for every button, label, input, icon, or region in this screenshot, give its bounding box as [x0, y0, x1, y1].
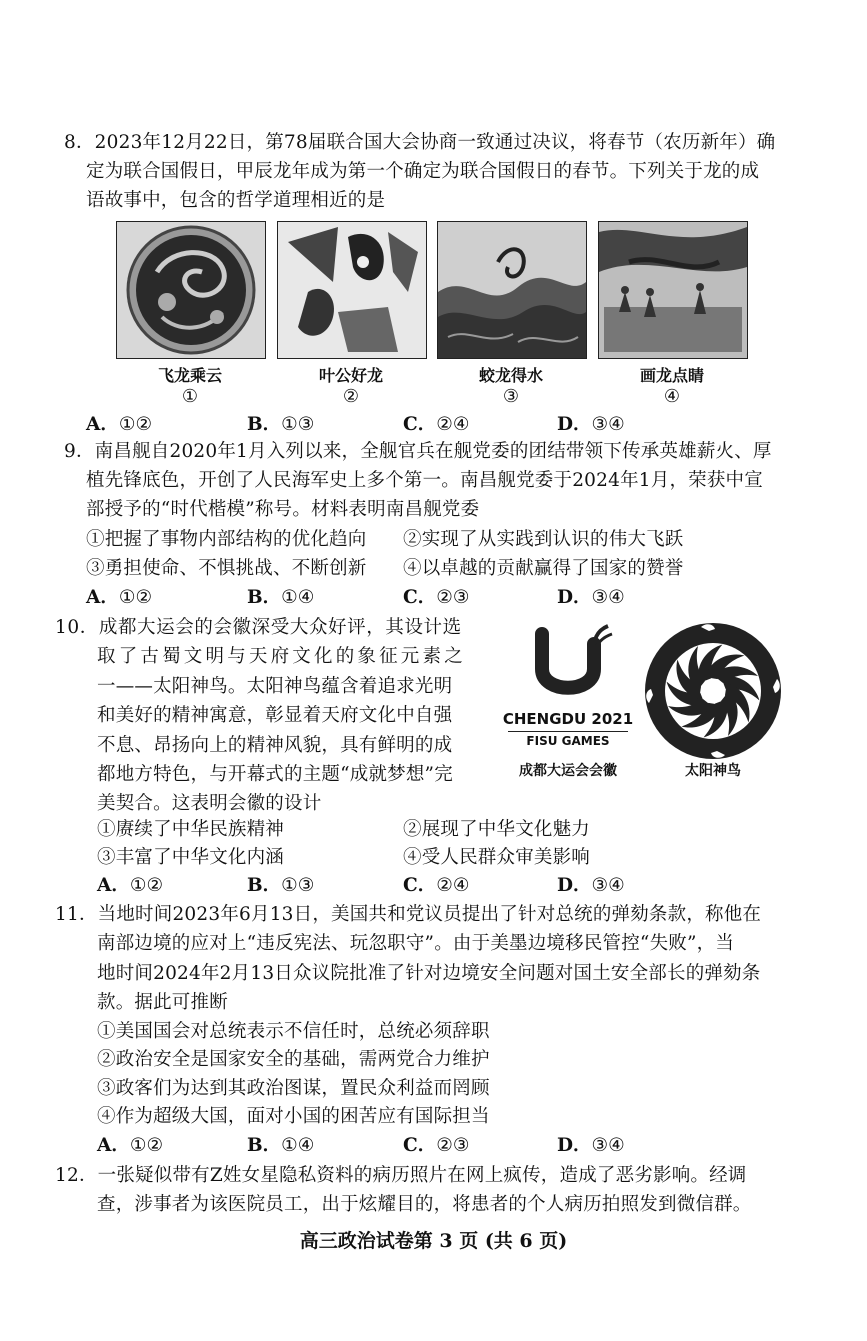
- q10-line-6: 都地方特色，与开幕式的主题“成就梦想”完: [97, 764, 453, 785]
- q8-option-d[interactable]: D．③④: [557, 414, 625, 435]
- image-mark-4: ④: [663, 386, 681, 407]
- q11-statement-3: ③政客们为达到其政治图谋，置民众利益而罔顾: [97, 1078, 490, 1099]
- q10-option-c[interactable]: C．②④: [403, 875, 470, 896]
- q11-line-3: 地时间2024年2月13日众议院批准了针对边境安全问题对国土安全部长的弹劾条: [97, 963, 761, 984]
- q9-statement-1: ①把握了事物内部结构的优化趋向: [86, 529, 367, 550]
- dragon-cloud-image: [116, 221, 266, 359]
- q10-line-1: 10．成都大运会的会徽深受大众好评，其设计选: [55, 617, 462, 638]
- q9-option-a[interactable]: A．①②: [86, 587, 153, 608]
- q10-option-a[interactable]: A．①②: [97, 875, 164, 896]
- q11-statement-2: ②政治安全是国家安全的基础，需两党合力维护: [97, 1049, 490, 1070]
- q8-line-1: 8．2023年12月22日，第78届联合国大会协商一致通过决议，将春节（农历新年）确: [64, 132, 776, 153]
- chengdu-universiade-logo: [498, 624, 638, 754]
- dotting-eyes-image: [598, 221, 748, 359]
- q10-option-d[interactable]: D．③④: [557, 875, 625, 896]
- image-caption-4: 画龙点睛: [639, 366, 704, 385]
- q8-option-c[interactable]: C．②④: [403, 414, 470, 435]
- q10-statement-2: ②展现了中华文化魅力: [403, 819, 591, 840]
- q10-line-2: 取了古蜀文明与天府文化的象征元素之: [97, 646, 466, 667]
- q9-statement-4: ④以卓越的贡献赢得了国家的赞誉: [403, 558, 684, 579]
- q11-line-4: 款。据此可推断: [97, 992, 228, 1013]
- q10-line-4: 和美好的精神寓意，彰显着天府文化中自强: [97, 705, 453, 726]
- q11-option-c[interactable]: C．②③: [403, 1135, 470, 1156]
- q11-statement-4: ④作为超级大国，面对小国的困苦应有国际担当: [97, 1106, 490, 1127]
- q10-statement-4: ④受人民群众审美影响: [403, 847, 591, 868]
- image-mark-2: ②: [342, 386, 360, 407]
- logo-caption: 成都大运会会徽: [519, 763, 617, 779]
- q9-option-b[interactable]: B．①④: [247, 587, 315, 608]
- q9-option-d[interactable]: D．③④: [557, 587, 625, 608]
- q9-statement-3: ③勇担使命、不惧挑战、不断创新: [86, 558, 367, 579]
- q11-option-b[interactable]: B．①④: [247, 1135, 315, 1156]
- q10-line-5: 不息、昂扬向上的精神风貌，具有鲜明的成: [97, 735, 453, 756]
- q10-option-b[interactable]: B．①③: [247, 875, 315, 896]
- q8-line-3: 语故事中，包含的哲学道理相近的是: [86, 190, 386, 211]
- q10-line-3: 一——太阳神鸟。太阳神鸟蕴含着追求光明: [97, 676, 453, 697]
- q11-statement-1: ①美国国会对总统表示不信任时，总统必须辞职: [97, 1021, 490, 1042]
- q11-option-d[interactable]: D．③④: [557, 1135, 625, 1156]
- image-caption-1: 飞龙乘云: [157, 366, 222, 385]
- q9-line-1: 9．南昌舰自2020年1月入列以来，全舰官兵在舰党委的团结带领下传承英雄薪火、厚: [64, 441, 772, 462]
- ye-gong-dragon-image: [277, 221, 427, 359]
- q12-line-2: 查，涉事者为该医院员工，出于炫耀目的，将患者的个人病历拍照发到微信群。: [97, 1194, 752, 1215]
- logo-text-fisu-games: FISU GAMES: [526, 734, 610, 748]
- q9-option-c[interactable]: C．②③: [403, 587, 470, 608]
- q9-line-2: 植先锋底色，开创了人民海军史上多个第一。南昌舰党委于2024年1月，荣获中宣: [86, 470, 763, 491]
- page-footer: 高三政治试卷第 3 页 (共 6 页): [299, 1230, 568, 1252]
- q9-line-3: 部授予的“时代楷模”称号。材料表明南昌舰党委: [86, 499, 480, 520]
- image-mark-1: ①: [181, 386, 199, 407]
- q9-statement-2: ②实现了从实践到认识的伟大飞跃: [403, 529, 684, 550]
- q8-option-b[interactable]: B．①③: [247, 414, 315, 435]
- q12-line-1: 12．一张疑似带有Z姓女星隐私资料的病历照片在网上疯传，造成了恶劣影响。经调: [55, 1165, 747, 1186]
- q11-line-2: 南部边境的应对上“违反宪法、玩忽职守”。由于美墨边境移民管控“失败”，当: [97, 933, 735, 954]
- sun-bird-emblem: [643, 621, 783, 761]
- q8-line-2: 定为联合国假日，甲辰龙年成为第一个确定为联合国假日的春节。下列关于龙的成: [86, 161, 760, 182]
- q8-option-a[interactable]: A．①②: [86, 414, 153, 435]
- q10-statement-1: ①赓续了中华民族精神: [97, 819, 285, 840]
- image-mark-3: ③: [502, 386, 520, 407]
- logo-text-chengdu-2021: CHENGDU 2021: [502, 710, 634, 728]
- image-caption-3: 蛟龙得水: [478, 366, 543, 385]
- q10-line-7: 美契合。这表明会徽的设计: [97, 793, 322, 814]
- image-caption-2: 叶公好龙: [318, 366, 383, 385]
- q11-option-a[interactable]: A．①②: [97, 1135, 164, 1156]
- q11-line-1: 11．当地时间2023年6月13日，美国共和党议员提出了针对总统的弹劾条款，称他在: [55, 904, 762, 925]
- q10-statement-3: ③丰富了中华文化内涵: [97, 847, 285, 868]
- dragon-water-image: [437, 221, 587, 359]
- sun-bird-caption: 太阳神鸟: [685, 763, 741, 779]
